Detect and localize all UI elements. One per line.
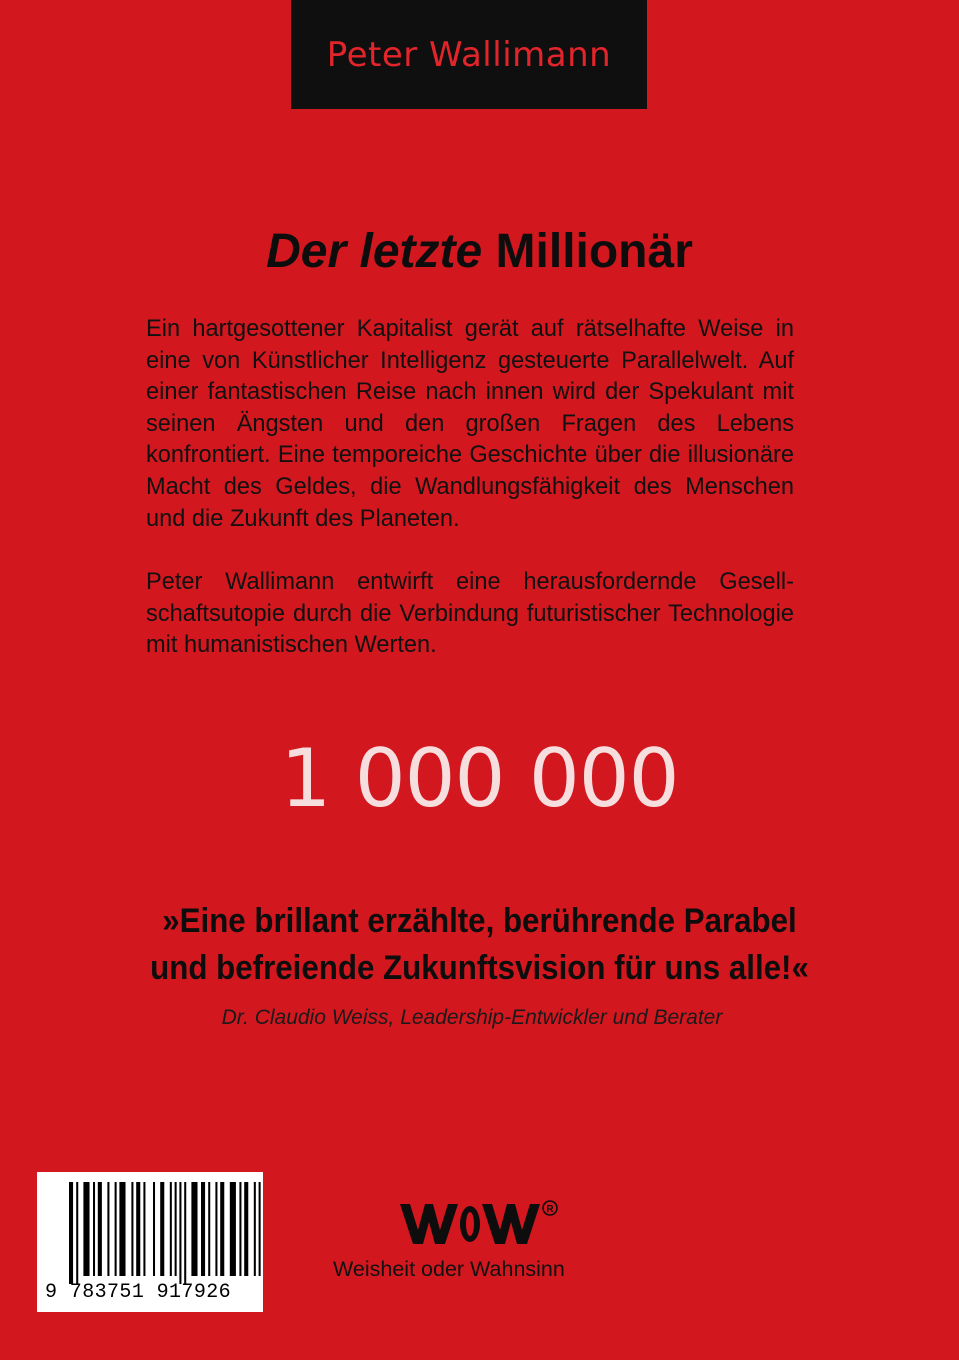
blurb-paragraph-2: Peter Wallimann entwirft eine herausfordernde Gesellschaftsutopie durch die Verbindung futuristischer Technologie mit humanistischen Werten. [146,569,794,659]
author-banner [291,0,647,109]
blurb-paragraph-1: Ein hartgesottener Kapitalist gerät auf rätselhafte Weise in eine von Künstlicher Intelligenz gesteuerte Parallelwelt. Auf einer fantastischen Reise nach innen wird der Spekulant mit seinen Ängsten und den großen Fragen des Lebens konfrontiert. Eine temporeiche Geschichte über die illusionäre Macht des Geldes, die Wandlungsfähigkeit des Menschen und die Zukunft des Planeten. [146,316,794,532]
barcode-number: 9 783751 917926 [45,1281,232,1304]
barcode [37,1172,263,1312]
book-title [0,224,959,279]
review-quote-line-2: und befreiende Zukunftsvision für uns alle!« [150,949,809,987]
author-name: Peter Wallimann [326,34,612,75]
svg-text:R: R [546,1204,554,1215]
wow-logo-icon [398,1196,558,1248]
barcode-icon [37,1172,263,1284]
big-number: 1 000 000 [280,732,679,825]
publisher-logo [333,1196,623,1282]
review-quote [38,898,920,992]
review-attribution: Dr. Claudio Weiss, Leadership-Entwickler und Berater [221,1006,723,1029]
review-quote-line-1: »Eine brillant erzählte, berührende Parabel [162,902,797,940]
book-title-italic: Der letzte [266,225,483,278]
publisher-tagline: Weisheit oder Wahnsinn [333,1257,565,1281]
book-title-regular: Millionär [495,225,693,278]
